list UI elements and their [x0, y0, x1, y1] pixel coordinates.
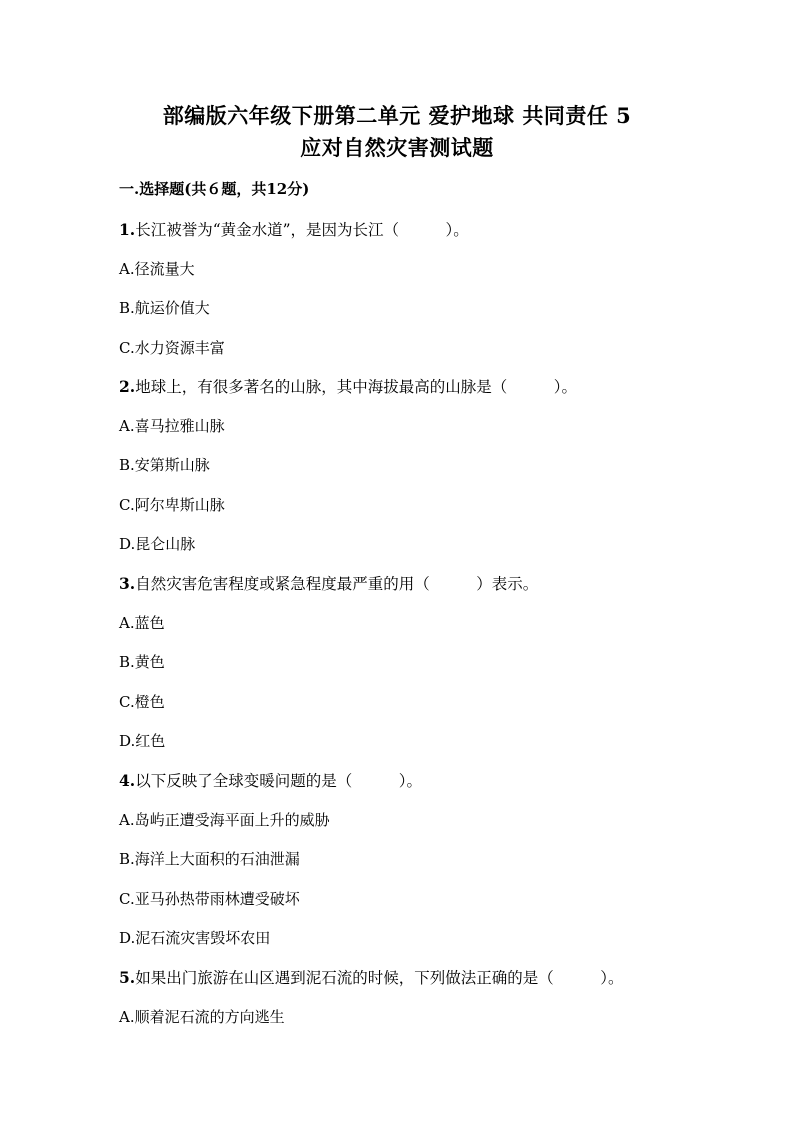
- question-3-option-c: C.橙色: [119, 693, 165, 711]
- question-2: [119, 375, 577, 397]
- question-2-option-c: C.阿尔卑斯山脉: [119, 496, 225, 514]
- question-3-option-a: A.蓝色: [119, 614, 165, 632]
- question-text: 地球上，有很多著名的山脉，其中海拔最高的山脉是（ ）。: [135, 378, 577, 396]
- section-heading: 一.选择题(共６题，共12分): [119, 180, 310, 198]
- question-3: [119, 572, 538, 594]
- question-4-option-a: A.岛屿正遭受海平面上升的威胁: [119, 811, 330, 829]
- question-4-option-c: C.亚马孙热带雨林遭受破坏: [119, 890, 300, 908]
- question-number: 2.: [119, 377, 136, 396]
- question-4-option-d: D.泥石流灾害毁坏农田: [119, 929, 271, 947]
- question-text: 以下反映了全球变暖问题的是（ ）。: [135, 772, 422, 790]
- document-title-line-2: 应对自然灾害测试题: [300, 135, 494, 160]
- question-text: 自然灾害危害程度或紧急程度最严重的用（ ）表示。: [135, 575, 539, 593]
- question-number: 5.: [119, 968, 136, 987]
- question-1-option-c: C.水力资源丰富: [119, 339, 225, 357]
- question-3-option-d: D.红色: [119, 732, 166, 750]
- question-4-option-b: B.海洋上大面积的石油泄漏: [119, 850, 300, 868]
- question-number: 3.: [119, 574, 136, 593]
- question-3-option-b: B.黄色: [119, 653, 165, 671]
- question-2-option-b: B.安第斯山脉: [119, 456, 210, 474]
- document-title-line-1: 部编版六年级下册第二单元 爱护地球 共同责任 5: [162, 103, 632, 128]
- question-2-option-a: A.喜马拉雅山脉: [119, 417, 225, 435]
- question-1: [119, 218, 469, 240]
- question-1-option-a: A.径流量大: [119, 260, 195, 278]
- question-4: [119, 769, 422, 791]
- question-1-option-b: B.航运价值大: [119, 299, 210, 317]
- question-number: 1.: [119, 220, 136, 239]
- question-5-option-a: A.顺着泥石流的方向逃生: [119, 1008, 285, 1026]
- question-number: 4.: [119, 771, 136, 790]
- question-2-option-d: D.昆仑山脉: [119, 535, 196, 553]
- question-text: 长江被誉为“黄金水道”，是因为长江（ ）。: [135, 221, 469, 239]
- question-text: 如果出门旅游在山区遇到泥石流的时候，下列做法正确的是（ ）。: [135, 969, 624, 987]
- question-5: [119, 966, 623, 988]
